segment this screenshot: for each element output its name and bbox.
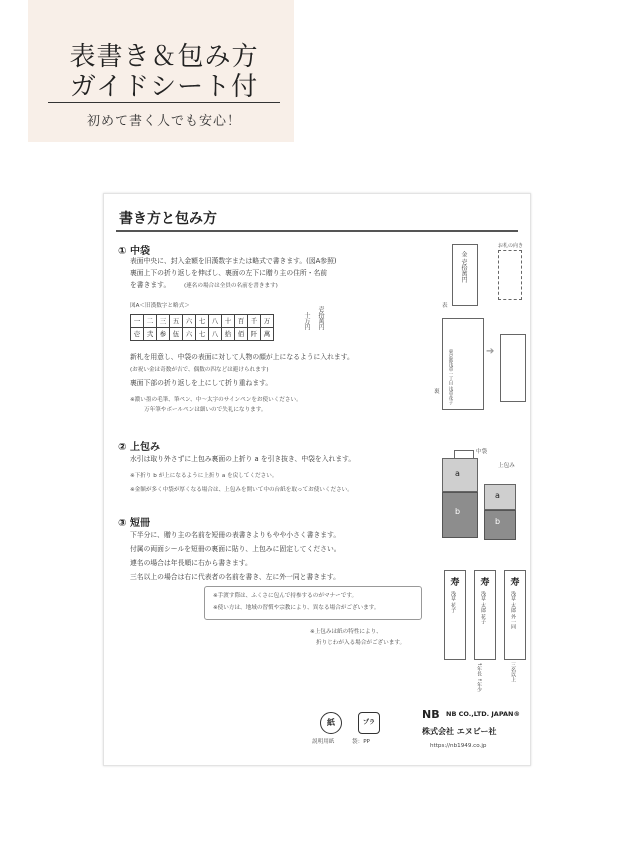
section1-line3: を書きます。 bbox=[130, 281, 171, 289]
tanzaku-kotobuki: 寿 bbox=[510, 578, 520, 588]
etiquette-note1: ※手渡す際は、ふくさに包んで持参するのがマナーです。 bbox=[213, 593, 358, 599]
tanzaku-kotobuki: 寿 bbox=[450, 578, 460, 588]
section1-line5: 裏面下部の折り返しを上にして折り重ねます。 bbox=[130, 379, 273, 387]
promo-title-line1: 表書き＆包み方 bbox=[69, 42, 259, 72]
paper-recycle-label: 説明用紙 bbox=[312, 739, 335, 745]
kanji-cell: 七 bbox=[196, 328, 209, 341]
company-logo: NB bbox=[422, 708, 440, 721]
folded-envelope bbox=[500, 334, 526, 402]
tanzaku-seniority-note: ↑年長 ↑年少 bbox=[476, 662, 482, 692]
flap-b-label-2: b bbox=[495, 517, 501, 526]
section3-heading: ③ 短冊 bbox=[118, 518, 150, 529]
title-divider bbox=[116, 230, 518, 232]
section1-note2: (お祝い金は奇数が吉で、偶数の四などは避けられます) bbox=[130, 367, 269, 373]
kanji-cell: 一 bbox=[131, 315, 144, 328]
sheet-title: 書き方と包み方 bbox=[119, 211, 217, 227]
tanzaku-name: 浅草 太郎 外一同 bbox=[510, 591, 516, 630]
outer-wrap-label: 上包み bbox=[498, 463, 515, 469]
flap-a-left bbox=[442, 458, 478, 492]
kanji-row-common bbox=[131, 315, 274, 328]
promo-subtitle: 初めて書く人でも安心！ bbox=[86, 114, 241, 129]
kanji-cell: 伍 bbox=[170, 328, 183, 341]
promo-badge bbox=[28, 0, 294, 142]
etiquette-note2: ※使い方は、地域の習慣や宗教により、異なる場合がございます。 bbox=[213, 605, 380, 611]
envelope-back-text: 東京都浅草一丁目 浅草花子 bbox=[448, 349, 453, 405]
flap-a-right bbox=[484, 484, 516, 510]
kanji-example-formal: 壱拾萬円 bbox=[317, 306, 324, 330]
plastic-recycle-icon: プラ bbox=[358, 712, 380, 734]
inner-envelope-front bbox=[452, 244, 478, 306]
kanji-cell: 三 bbox=[157, 315, 170, 328]
tanzaku-group bbox=[504, 570, 526, 660]
kanji-cell: 百 bbox=[235, 315, 248, 328]
kanji-cell: 十 bbox=[222, 315, 235, 328]
back-label: 裏 bbox=[434, 389, 440, 395]
kanji-cell: 弐 bbox=[144, 328, 157, 341]
tanzaku-name: 浅草 太郎 花子 bbox=[480, 591, 486, 625]
kanji-cell: 七 bbox=[196, 315, 209, 328]
kanji-row-formal bbox=[131, 328, 274, 341]
flap-a-label-2: a bbox=[495, 491, 500, 500]
tanzaku-group-note: 三名以上 bbox=[510, 662, 516, 682]
kanji-cell: 拾 bbox=[222, 328, 235, 341]
kanji-cell: 八 bbox=[209, 315, 222, 328]
inner-bag-label: 中袋 bbox=[476, 449, 488, 455]
section3-line3: 連名の場合は年長順に右から書きます。 bbox=[130, 559, 252, 567]
bill-direction-label: お札の向き bbox=[498, 243, 524, 249]
kanji-cell: 佰 bbox=[235, 328, 248, 341]
section1-line1: 表面中央に、封入金額を旧漢数字または略式で書きます。(図A参照) bbox=[130, 257, 337, 265]
kanji-cell: 六 bbox=[183, 315, 196, 328]
kanji-cell: 阡 bbox=[248, 328, 261, 341]
flap-b-left bbox=[442, 492, 478, 538]
company-url: https://nb1949.co.jp bbox=[430, 743, 487, 749]
promo-title-line2: ガイドシート付 bbox=[69, 72, 259, 102]
section1-note3: ※濃い墨の毛筆、筆ペン、中～太字のサインペンをお使いください。 bbox=[130, 397, 302, 403]
section3-line1: 下半分に、贈り主の名前を短冊の表書きよりもやや小さく書きます。 bbox=[130, 531, 341, 539]
tanzaku-name: 浅草 花子 bbox=[450, 591, 456, 613]
paper-recycle-icon: 紙 bbox=[320, 712, 342, 734]
section1-line2: 裏面上下の折り返しを伸ばし、裏面の左下に贈り主の住所・名前 bbox=[130, 269, 328, 277]
kanji-cell: 千 bbox=[248, 315, 261, 328]
flap-b-label: b bbox=[455, 507, 461, 516]
plastic-recycle-label: 袋：PP bbox=[352, 739, 370, 745]
flap-a-label: a bbox=[455, 469, 460, 478]
figure-a-label: 図A＜旧漢数字と略式＞ bbox=[130, 303, 190, 309]
section2-note1: ※下折り b が上になるように上折り a を戻してください。 bbox=[130, 473, 278, 479]
kanji-cell: 六 bbox=[183, 328, 196, 341]
section2-note2: ※金額が多く中袋が厚くなる場合は、上包みを開いて中の台紙を取ってお使いください。 bbox=[130, 487, 353, 493]
section3-line2: 付属の両面シールを短冊の裏面に貼り、上包みに固定してください。 bbox=[130, 545, 341, 553]
paper-note2: 折りじわが入る場合がございます。 bbox=[316, 640, 406, 646]
kanji-cell: 萬 bbox=[261, 328, 274, 341]
promo-divider bbox=[48, 102, 280, 103]
tanzaku-single bbox=[444, 570, 466, 660]
section1-heading: ① 中袋 bbox=[118, 246, 150, 257]
guide-sheet bbox=[103, 193, 531, 766]
inner-envelope-back bbox=[442, 318, 484, 410]
kanji-table bbox=[130, 314, 274, 341]
company-name-en: NB CO.,LTD. JAPAN® bbox=[446, 710, 520, 718]
kanji-cell: 参 bbox=[157, 328, 170, 341]
kanji-cell: 五 bbox=[170, 315, 183, 328]
paper-note1: ※上包みは紙の特性により、 bbox=[310, 629, 382, 635]
front-label: 表 bbox=[442, 303, 448, 309]
section1-line4: 新札を用意し、中袋の表面に対して人物の顔が上になるように入れます。 bbox=[130, 353, 354, 361]
section1-note4: 万年筆やボールペンは細いので失礼になります。 bbox=[144, 407, 267, 413]
tanzaku-pair bbox=[474, 570, 496, 660]
kanji-cell: 万 bbox=[261, 315, 274, 328]
kanji-example-common: 十万円 bbox=[303, 312, 310, 330]
section2-line1: 水引は取り外さずに上包み裏面の上折り a を引き抜き、中袋を入れます。 bbox=[130, 455, 356, 463]
tanzaku-kotobuki: 寿 bbox=[480, 578, 490, 588]
envelope-amount-text: 金 壱拾萬円 bbox=[460, 251, 467, 283]
kanji-cell: 八 bbox=[209, 328, 222, 341]
section1-note1: (連名の場合は全員の名前を書きます) bbox=[184, 283, 278, 289]
bill-diagram bbox=[498, 250, 522, 300]
flap-b-right bbox=[484, 510, 516, 540]
section2-heading: ② 上包み bbox=[118, 442, 160, 453]
kanji-cell: 二 bbox=[144, 315, 157, 328]
kanji-cell: 壱 bbox=[131, 328, 144, 341]
section3-line4: 三名以上の場合は右に代表者の名前を書き、左に外一同と書きます。 bbox=[130, 573, 340, 581]
company-name-jp: 株式会社 エヌビー社 bbox=[422, 727, 497, 736]
arrow-right-icon: ➔ bbox=[486, 346, 495, 357]
etiquette-note-box bbox=[204, 586, 422, 620]
